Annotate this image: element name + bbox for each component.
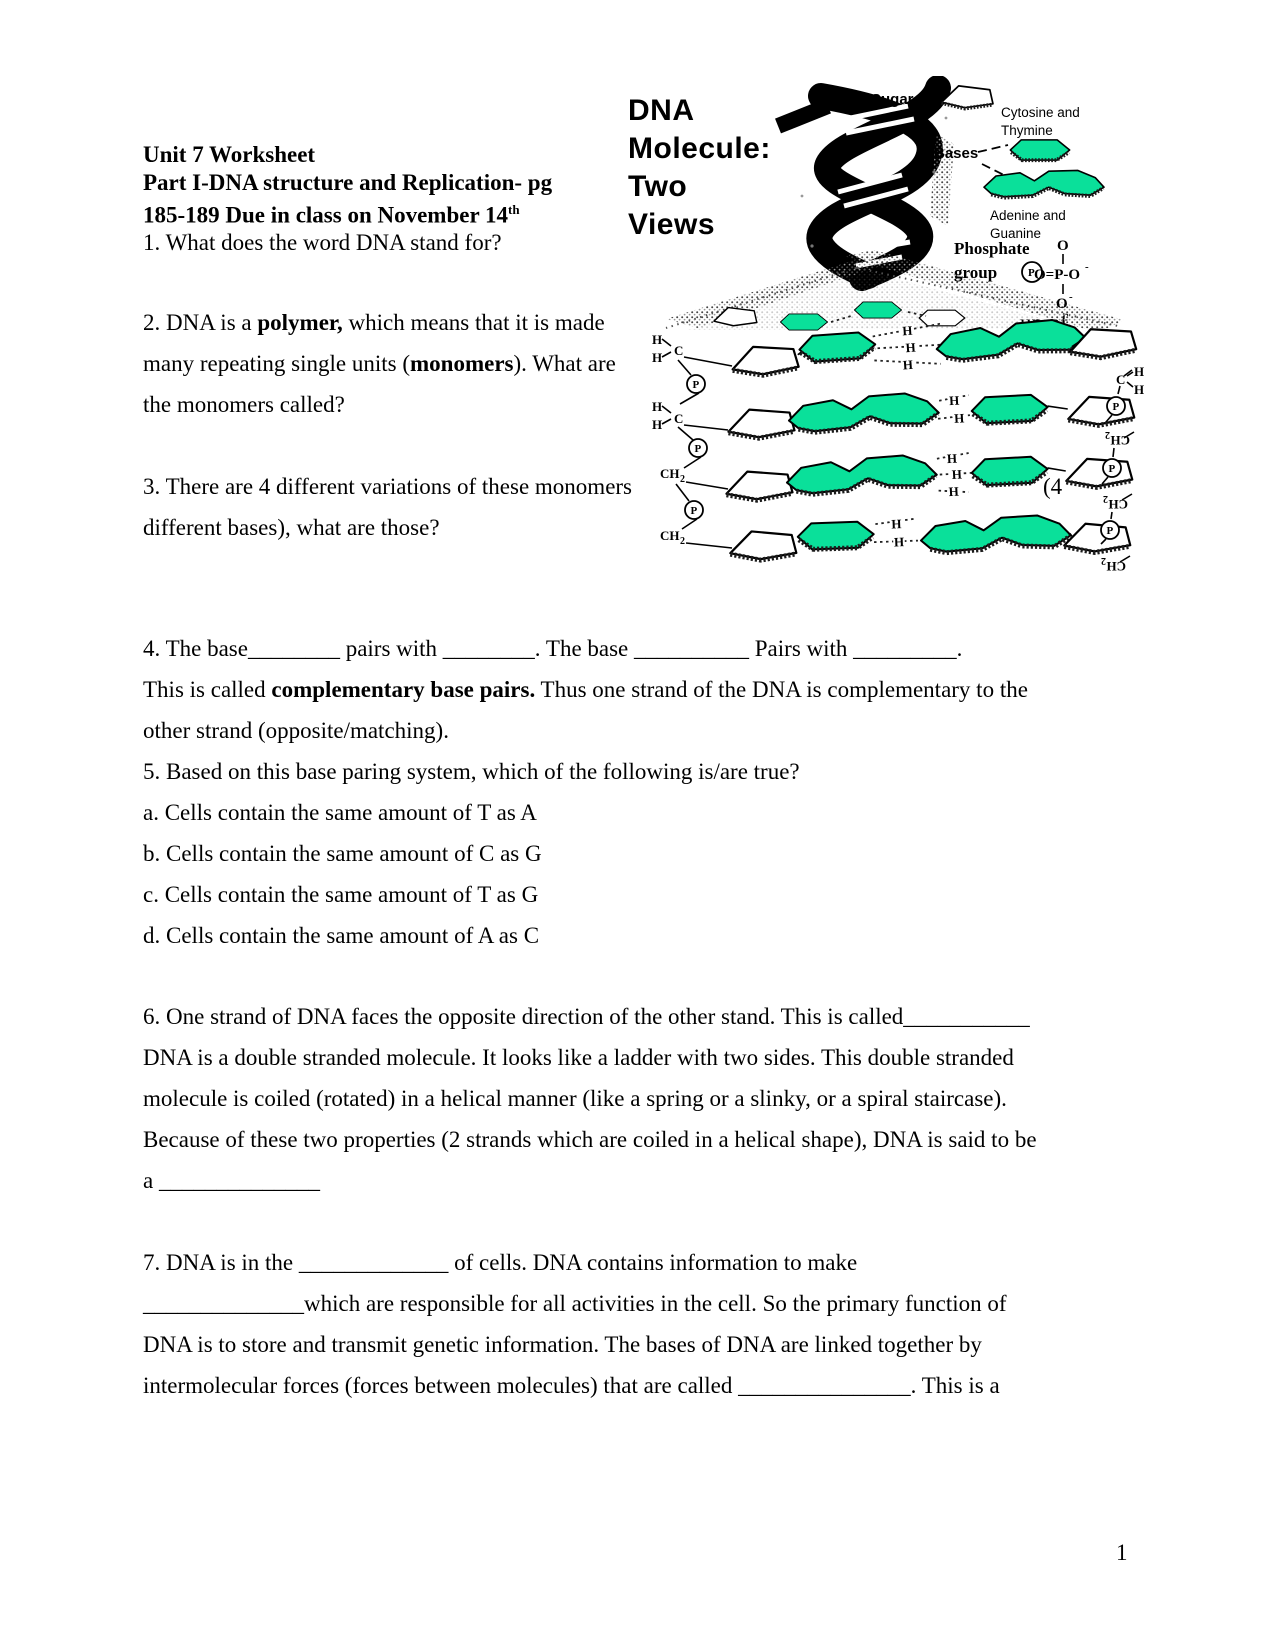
svg-text:-: - <box>1085 261 1089 273</box>
figure-title-line-2: Molecule: <box>628 132 771 165</box>
svg-text:P: P <box>692 379 700 391</box>
svg-text:H: H <box>652 332 663 347</box>
page-number: 1 <box>1116 1540 1128 1565</box>
ladder-row <box>725 442 1133 511</box>
svg-text:H: H <box>652 399 663 414</box>
base-large <box>920 514 1071 553</box>
base-large <box>788 392 940 434</box>
question-1: 1. What does the word DNA stand for? <box>143 230 502 256</box>
svg-text:H: H <box>901 322 913 339</box>
header-line-3 <box>143 196 552 229</box>
question-3-wrap-fragment: (4 <box>1043 474 1063 499</box>
backbone-left <box>652 332 732 548</box>
question-5-choice-d: d. Cells contain the same amount of A as C <box>143 923 540 948</box>
svg-text:H: H <box>652 417 663 432</box>
svg-text:O: O <box>1056 296 1068 312</box>
svg-text:P: P <box>1112 401 1120 413</box>
base-small <box>971 394 1048 424</box>
fan-sugar-hex <box>919 310 965 326</box>
header-ordinal-suffix: th <box>508 202 520 217</box>
legend-adenine-line2: Guanine <box>990 226 1042 241</box>
svg-text:CH: CH <box>1110 433 1130 448</box>
question-5-choice-b: b. Cells contain the same amount of C as G <box>143 841 542 866</box>
header-line-2: Part I-DNA structure and Replication- pg <box>143 169 553 195</box>
svg-text:CH: CH <box>660 466 680 481</box>
bold-complementary-base-pairs: complementary base pairs. <box>271 677 536 702</box>
svg-text:H: H <box>891 516 902 532</box>
purine-base-icon <box>984 170 1104 197</box>
svg-text:H: H <box>948 392 960 409</box>
question-2: 2. DNA is a polymer, which means that it is made many repeating single units (monomers). What are the monomers called? <box>143 310 616 417</box>
legend-bases-label: Bases <box>934 145 979 162</box>
svg-text:H: H <box>1134 364 1145 379</box>
base-small <box>971 456 1048 486</box>
legend-sugar-label: Sugar <box>871 91 914 108</box>
header-line-3-text: 185-189 Due in class on November 14 <box>143 202 509 228</box>
svg-text:2: 2 <box>1103 493 1108 504</box>
base-small <box>797 521 874 550</box>
question-5-choice-a: a. Cells contain the same amount of T as A <box>143 800 537 825</box>
dna-figure <box>616 76 1146 591</box>
worksheet-header <box>143 141 552 257</box>
svg-text:O: O <box>1057 238 1069 254</box>
svg-text:-: - <box>1069 291 1073 303</box>
svg-text:CH: CH <box>660 528 680 543</box>
figure-title-line-4: Views <box>628 208 716 241</box>
figure-title-line-3: Two <box>628 170 688 203</box>
question-5 <box>143 751 800 956</box>
svg-text:2: 2 <box>1105 429 1110 440</box>
svg-text:group: group <box>954 263 998 282</box>
svg-text:H: H <box>652 350 663 365</box>
svg-text:H: H <box>948 483 960 500</box>
svg-text:Phosphate: Phosphate <box>954 239 1030 258</box>
svg-text:O=P-O: O=P-O <box>1034 267 1081 283</box>
bold-monomers: monomers <box>410 351 514 376</box>
header-line-1: Unit 7 Worksheet <box>143 142 316 167</box>
svg-text:C: C <box>1116 372 1126 387</box>
svg-text:CH: CH <box>1108 497 1128 512</box>
base-small <box>799 331 877 362</box>
legend-adenine-line1: Adenine and <box>990 208 1066 223</box>
pyrimidine-base-icon <box>1010 140 1069 160</box>
bold-polymer: polymer, <box>257 310 343 335</box>
question-4: 4. The base________ pairs with ________. The base __________ Pairs with _________. This is called complementary base pairs. Thus one strand of the DNA is complementary to the other strand (opposite/matching). <box>143 628 1028 751</box>
question-4-blanks-line: 4. The base________ pairs with ________. The base __________ Pairs with _________. <box>143 636 963 661</box>
svg-text:2: 2 <box>1101 555 1106 566</box>
svg-text:P: P <box>1028 267 1035 279</box>
svg-text:H: H <box>951 466 963 482</box>
svg-text:H: H <box>902 356 914 373</box>
ladder-row <box>729 508 1130 565</box>
svg-text:P: P <box>690 505 698 517</box>
svg-text:C: C <box>674 411 684 426</box>
svg-text:2: 2 <box>680 474 685 485</box>
question-5-choice-c: c. Cells contain the same amount of T as G <box>143 882 539 907</box>
question-6: 6. One strand of DNA faces the opposite direction of the other stand. This is called___________ DNA is a double stranded molecule. It looks like a ladder with two sides. This double stranded molecule is coiled (rotated) in a helical manner (like a spring or a slinky, or a spiral staircase). Because of these two properties (2 strands which are coiled in a helical shape), DNA is said to be a ______________ <box>143 996 1037 1201</box>
fan-base-small <box>780 314 827 330</box>
ch2-inverted <box>1103 493 1128 512</box>
svg-text:P: P <box>694 443 702 455</box>
figure-title-line-1: DNA <box>628 94 695 127</box>
legend-cytosine-line2: Thymine <box>1001 123 1053 138</box>
svg-text:H: H <box>893 534 905 550</box>
question-5-intro: 5. Based on this base paring system, which of the following is/are true? <box>143 759 800 784</box>
figure-title <box>628 94 771 241</box>
svg-text:P: P <box>1106 525 1114 537</box>
fan-base-small <box>854 302 901 318</box>
legend-cytosine-line1: Cytosine and <box>1001 105 1080 120</box>
question-3: 3. There are 4 different variations of these monomers different bases), what are those? <box>143 474 633 540</box>
ladder-view <box>652 307 1144 574</box>
ch2-inverted <box>1105 429 1130 448</box>
legend-phosphate <box>954 239 1042 282</box>
base-large <box>786 454 938 496</box>
ch2-inverted <box>1101 555 1126 574</box>
svg-text:H: H <box>1134 382 1145 397</box>
ladder-row <box>727 382 1135 445</box>
svg-text:C: C <box>674 343 684 358</box>
svg-text:H: H <box>905 339 917 356</box>
helix-illustration <box>778 88 954 278</box>
svg-text:CH: CH <box>1106 559 1126 574</box>
svg-text:H: H <box>953 410 965 426</box>
question-7: 7. DNA is in the _____________ of cells. DNA contains information to make ______________which are responsible for all activities in the cell. So the primary function of DNA is to store and transmit genetic information. The bases of DNA are linked together by intermolecular forces (forces between molecules) that are called _______________. This is a <box>143 1250 1007 1398</box>
svg-text:H: H <box>946 450 958 467</box>
question-6-blank-line: a ______________ <box>143 1168 320 1193</box>
svg-text:2: 2 <box>680 536 685 547</box>
svg-text:P: P <box>1108 463 1116 475</box>
